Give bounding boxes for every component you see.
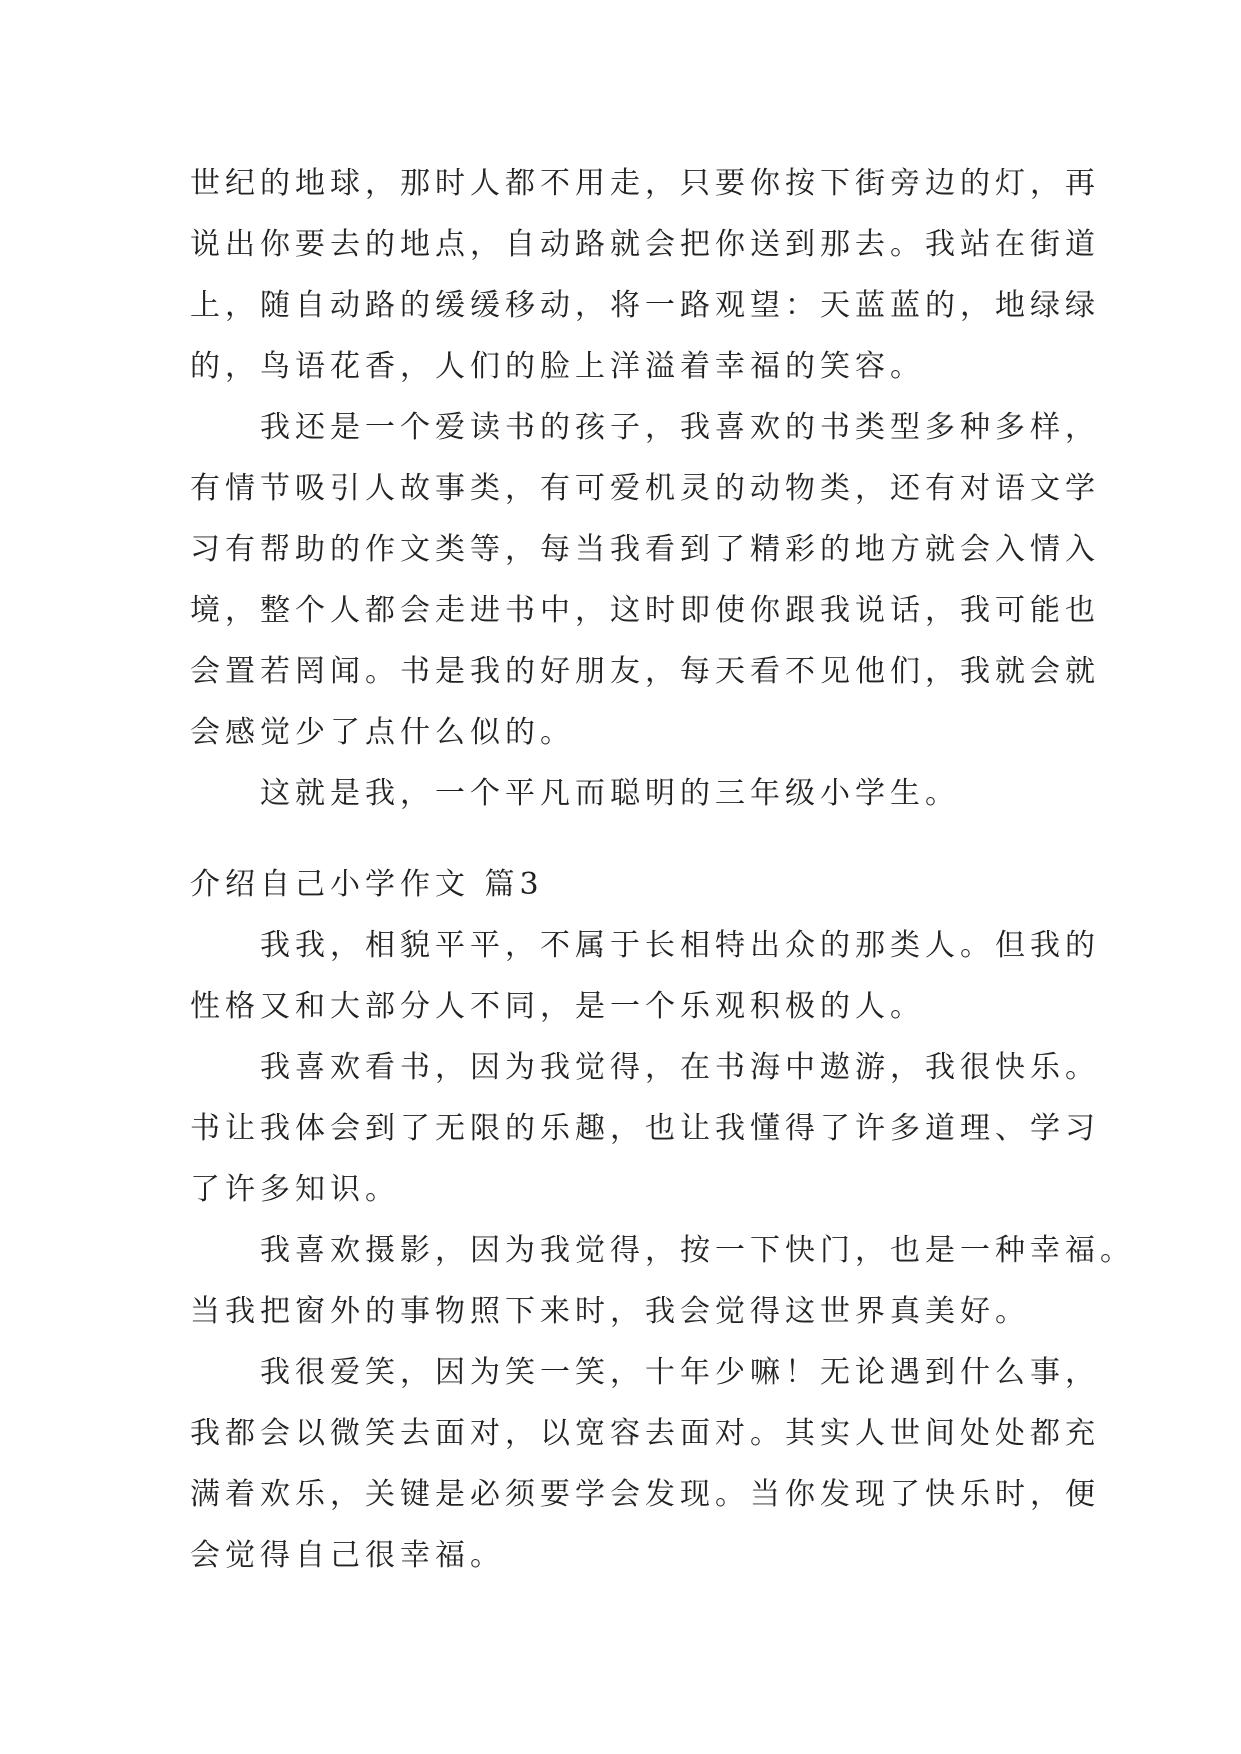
text-line: 境，整个人都会走进书中，这时即使你跟我说话，我可能也: [190, 593, 1100, 628]
text-line: 的，鸟语花香，人们的脸上洋溢着幸福的笑容。: [190, 349, 925, 384]
paragraph-start-line: 我喜欢摄影，因为我觉得，按一下快门，也是一种幸福。: [260, 1233, 1135, 1268]
text-line: 说出你要去的地点，自动路就会把你送到那去。我站在街道: [190, 227, 1100, 262]
section-2: [190, 915, 1135, 1586]
text-line: 上，随自动路的缓缓移动，将一路观望：天蓝蓝的，地绿绿: [190, 288, 1100, 323]
paragraph-start-line: 我还是一个爱读书的孩子，我喜欢的书类型多种多样，: [260, 410, 1100, 445]
text-line: 当我把窗外的事物照下来时，我会觉得这世界真美好。: [190, 1294, 1030, 1329]
text-line: 世纪的地球，那时人都不用走，只要你按下街旁边的灯，再: [190, 166, 1100, 201]
paragraph-start-line: 这就是我，一个平凡而聪明的三年级小学生。: [260, 776, 960, 811]
paragraph-start-line: 我很爱笑，因为笑一笑，十年少嘛！无论遇到什么事，: [260, 1355, 1100, 1390]
paragraph-start-line: 我喜欢看书，因为我觉得，在书海中遨游，我很快乐。: [260, 1050, 1100, 1085]
text-line: 了许多知识。: [190, 1172, 400, 1207]
text-line: 满着欢乐，关键是必须要学会发现。当你发现了快乐时，便: [190, 1477, 1100, 1512]
text-line: 我都会以微笑去面对，以宽容去面对。其实人世间处处都充: [190, 1416, 1100, 1451]
text-line: 有情节吸引人故事类，有可爱机灵的动物类，还有对语文学: [190, 471, 1100, 506]
text-line: 习有帮助的作文类等，每当我看到了精彩的地方就会入情入: [190, 532, 1100, 567]
text-line: 书让我体会到了无限的乐趣，也让我懂得了许多道理、学习: [190, 1111, 1100, 1146]
text-line: 性格又和大部分人不同，是一个乐观积极的人。: [190, 989, 925, 1024]
paragraph-start-line: 我我，相貌平平，不属于长相特出众的那类人。但我的: [260, 928, 1100, 963]
section-1: [190, 153, 1100, 824]
text-line: 会感觉少了点什么似的。: [190, 715, 575, 750]
text-line: 会觉得自己很幸福。: [190, 1538, 505, 1573]
section-heading: 介绍自己小学作文 篇3: [190, 867, 544, 902]
text-line: 会置若罔闻。书是我的好朋友，每天看不见他们，我就会就: [190, 654, 1100, 689]
